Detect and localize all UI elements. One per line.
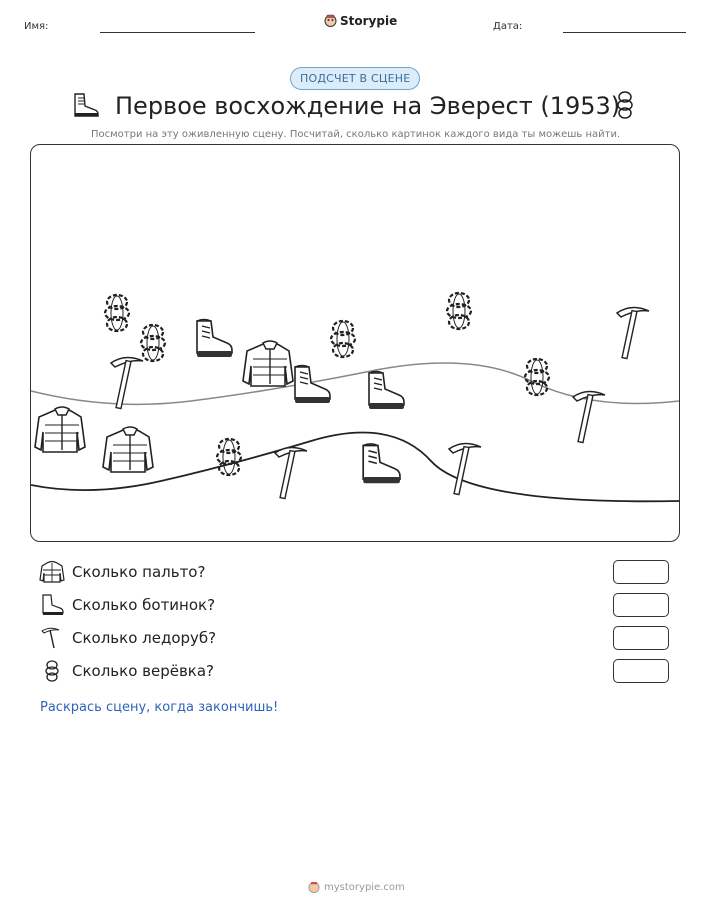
question-row: [40, 660, 214, 682]
coat-item: [243, 341, 293, 386]
boot-icon: [40, 594, 64, 616]
answer-box-ropes[interactable]: [613, 659, 669, 683]
page-title: Первое восхождение на Эверест (1953): [115, 92, 621, 120]
name-field-line[interactable]: [100, 32, 255, 33]
date-label: Дата:: [493, 21, 523, 32]
scene-illustration: [31, 145, 679, 541]
answer-box-ice-axes[interactable]: [613, 626, 669, 650]
answer-box-coats[interactable]: [613, 560, 669, 584]
question-text: Сколько верёвка?: [72, 662, 215, 680]
boot-item: [197, 320, 232, 358]
storypie-mascot-icon: [308, 881, 320, 894]
ice-axe-item: [449, 443, 481, 494]
rope-icon: [40, 660, 64, 682]
coloring-instruction: Раскрась сцену, когда закончишь!: [40, 700, 279, 715]
answer-box-boots[interactable]: [613, 593, 669, 617]
ice-axe-item: [275, 447, 307, 498]
footer-brand: [308, 881, 405, 894]
rope-item: [447, 293, 471, 329]
counting-scene: [30, 144, 680, 542]
name-label: Имя:: [24, 21, 49, 32]
rope-item: [217, 439, 241, 475]
rope-item: [331, 321, 355, 357]
rope-item: [105, 295, 129, 331]
rope-icon: [612, 90, 638, 120]
rope-item: [525, 359, 549, 395]
ice-axe-item: [111, 357, 143, 408]
brand-logo: [324, 14, 397, 28]
question-row: [40, 627, 216, 649]
worksheet-type-badge: ПОДСЧЕТ В СЦЕНЕ: [290, 67, 420, 90]
brand-name: Storypie: [340, 14, 398, 28]
ice-axe-item: [617, 307, 649, 358]
boot-item: [369, 372, 404, 410]
ice-axe-item: [573, 391, 605, 442]
question-text: Сколько ботинок?: [72, 596, 216, 614]
boot-item: [363, 444, 400, 483]
rope-item: [141, 325, 165, 361]
boot-item: [295, 366, 330, 404]
date-field-line[interactable]: [563, 32, 686, 33]
question-text: Сколько пальто?: [72, 563, 206, 581]
coat-icon: [40, 561, 64, 583]
question-row: [40, 594, 215, 616]
coat-item: [103, 427, 153, 472]
boot-icon: [70, 92, 100, 118]
footer-url[interactable]: mystorypie.com: [324, 882, 405, 893]
question-row: [40, 561, 205, 583]
coat-item: [35, 407, 85, 452]
page-subtitle: Посмотри на эту оживленную сцену. Посчитай, сколько картинок каждого вида ты можешь найти.: [91, 129, 621, 140]
ice-axe-icon: [40, 627, 64, 649]
question-text: Сколько ледоруб?: [72, 629, 217, 647]
storypie-mascot-icon: [324, 14, 337, 28]
